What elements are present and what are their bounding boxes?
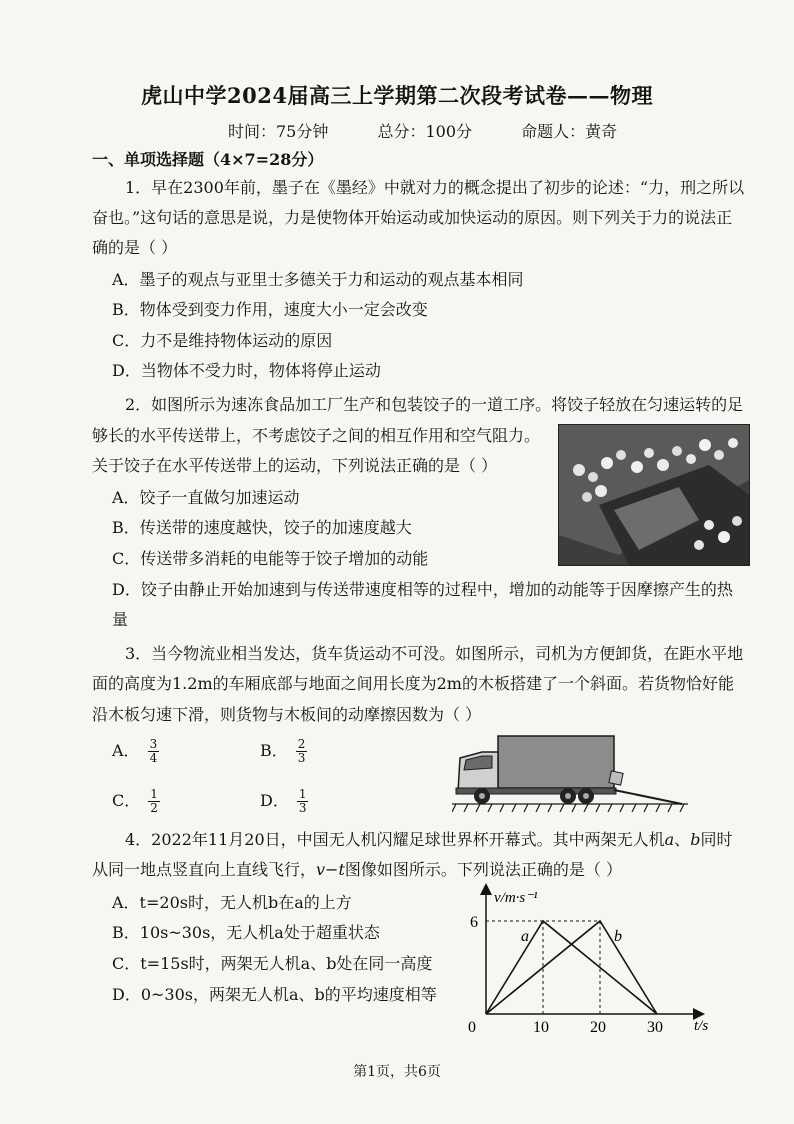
- q3-option-a-fraction: [148, 738, 160, 765]
- q4-sep: 、: [674, 830, 691, 849]
- q2-option-a: A．饺子一直做匀加速运动: [112, 488, 300, 507]
- q4-var-a: a: [664, 830, 675, 849]
- q4-option-a: A．t=20s时，无人机b在a的上方: [112, 893, 352, 912]
- dumpling-conveyor-photo: [558, 424, 750, 566]
- x-tick-label-30: 30: [647, 1019, 663, 1036]
- q1-text-3: 确的是（ ）: [92, 238, 178, 257]
- truck-ramp-illustration: [452, 728, 692, 814]
- q3-option-d-label: D．: [260, 791, 289, 810]
- q4-var-vt: v−t: [316, 860, 345, 879]
- q3-text-1: 3．当今物流业相当发达，货车货运动不可没。如图所示，司机为方便卸货，在距水平地: [125, 644, 744, 663]
- q3-a-denominator: 4: [149, 751, 158, 765]
- exam-meta: [228, 119, 661, 142]
- q3-d-numerator: 1: [298, 787, 307, 801]
- q4-text-1a: 4．2022年11月20日，中国无人机闪耀足球世界杯开幕式。其中两架无人机: [125, 830, 665, 849]
- series-label-b: b: [614, 928, 622, 945]
- q3-option-c-fraction: [148, 788, 160, 815]
- q4-text-2b: 图像如图所示。下列说法正确的是（ ）: [344, 860, 622, 879]
- q3-option-d-fraction: [297, 788, 309, 815]
- q2-option-d-cont: 量: [112, 610, 129, 629]
- q3-b-denominator: 3: [297, 751, 306, 765]
- exam-score: 总分：100分: [377, 122, 473, 141]
- series-line-b: [486, 921, 657, 1014]
- exam-time: 时间：75分钟: [228, 122, 329, 141]
- q2-option-d: D．饺子由静止开始加速到与传送带速度相等的过程中，增加的动能等于因摩擦产生的热: [112, 580, 733, 599]
- x-tick-label-10: 10: [533, 1019, 549, 1036]
- q3-option-b: [260, 738, 307, 765]
- q1-option-b: B．物体受到变力作用，速度大小一定会改变: [112, 300, 428, 319]
- q2-option-b: B．传送带的速度越快，饺子的加速度越大: [112, 518, 412, 537]
- q3-b-numerator: 2: [297, 737, 306, 751]
- q4-text-2: [92, 860, 622, 880]
- q3-option-a-label: A．: [112, 741, 140, 760]
- q3-text-2: 面的高度为1.2m的车厢底部与地面之间用长度为2m的木板搭建了一个斜面。若货物恰好能: [92, 674, 734, 693]
- q3-c-denominator: 2: [150, 801, 158, 815]
- q1-option-c: C．力不是维持物体运动的原因: [112, 331, 333, 350]
- y-axis-label: v/m·s⁻¹: [494, 890, 538, 906]
- q4-text-2a: 从同一地点竖直向上直线飞行，: [92, 860, 317, 879]
- q4-text-1: [125, 830, 732, 850]
- x-axis-label: t/s: [694, 1018, 709, 1034]
- exam-title: 虎山中学2024届高三上学期第二次段考试卷——物理: [141, 83, 653, 108]
- q3-option-b-label: B．: [260, 741, 288, 760]
- exam-author: 命题人：黄奇: [521, 122, 618, 141]
- q4-option-b: B．10s~30s，无人机a处于超重状态: [112, 923, 380, 942]
- q1-option-a: A．墨子的观点与亚里士多德关于力和运动的观点基本相同: [112, 270, 524, 289]
- q4-var-b: b: [690, 830, 701, 849]
- section-heading: 一、单项选择题（4×7=28分）: [92, 150, 324, 169]
- q3-text-3: 沿木板匀速下滑，则货物与木板间的动摩擦因数为（ ）: [92, 705, 482, 724]
- q3-d-denominator: 3: [298, 801, 307, 815]
- q3-c-numerator: 1: [150, 787, 158, 801]
- q4-text-1b: 同时: [700, 830, 733, 849]
- q4-option-c: C．t=15s时，两架无人机a、b处在同一高度: [112, 954, 433, 973]
- x-tick-label-20: 20: [590, 1019, 606, 1036]
- q3-option-c-label: C．: [112, 791, 141, 810]
- q3-a-numerator: 3: [149, 737, 158, 751]
- q1-text-2: 奋也。”这句话的意思是说，力是使物体开始运动或加快运动的原因。则下列关于力的说法正: [92, 208, 733, 227]
- q2-text-3: 关于饺子在水平传送带上的运动，下列说法正确的是（ ）: [92, 456, 498, 475]
- q2-text-2: 够长的水平传送带上，不考虑饺子之间的相互作用和空气阻力。: [92, 426, 541, 445]
- q1-text-1: 1．早在2300年前，墨子在《墨经》中就对力的概念提出了初步的论述：“力，刑之所以: [125, 178, 745, 197]
- y-tick-label-6: 6: [470, 914, 478, 931]
- series-label-a: a: [521, 928, 529, 945]
- x-tick-label-0: 0: [468, 1019, 476, 1036]
- page-footer: 第1页，共6页: [353, 1064, 441, 1080]
- q3-option-c: [112, 788, 160, 815]
- q2-option-c: C．传送带多消耗的电能等于饺子增加的动能: [112, 549, 429, 568]
- q3-option-a: [112, 738, 159, 765]
- q3-option-d: [260, 788, 308, 815]
- q4-option-d: D．0~30s，两架无人机a、b的平均速度相等: [112, 985, 437, 1004]
- q2-text-1: 2．如图所示为速冻食品加工厂生产和包装饺子的一道工序。将饺子轻放在匀速运转的足: [125, 395, 744, 414]
- q1-option-d: D．当物体不受力时，物体将停止运动: [112, 361, 381, 380]
- series-line-a: [486, 921, 657, 1014]
- q3-option-b-fraction: [296, 738, 308, 765]
- vt-graph: [462, 880, 722, 1040]
